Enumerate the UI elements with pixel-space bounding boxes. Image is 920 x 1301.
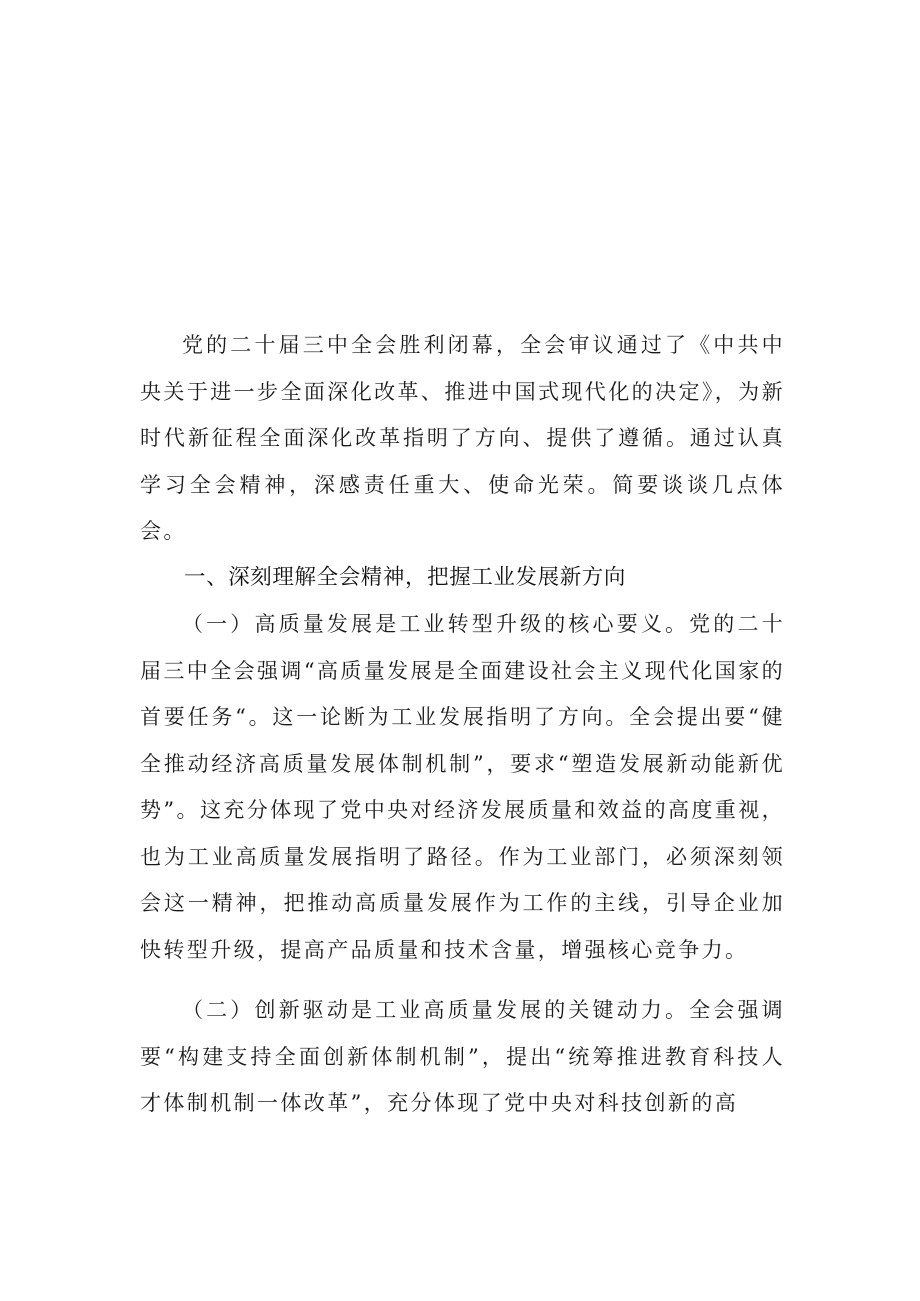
intro-paragraph: 党的二十届三中全会胜利闭幕，全会审议通过了《中共中央关于进一步全面深化改革、推进中国式现代化的决定》，为新时代新征程全面深化改革指明了方向、提供了遵循。通过认真学习全会精神，深感责任重大、使命光荣。简要谈谈几点体会。 [140, 333, 785, 543]
paragraph-spacer [140, 973, 785, 987]
document-body [140, 322, 785, 1127]
paragraph-item-2: （二）创新驱动是工业高质量发展的关键动力。全会强调要“构建支持全面创新体制机制”，提出“统筹推进教育科技人才体制机制一体改革”，充分体现了党中央对科技创新的高 [140, 998, 785, 1115]
paragraph-item-1: （一）高质量发展是工业转型升级的核心要义。党的二十届三中全会强调“高质量发展是全面建设社会主义现代化国家的首要任务“。这一论断为工业发展指明了方向。全会提出要“健全推动经济高质量发展体制机制”，要求“塑造发展新动能新优势”。这充分体现了党中央对经济发展质量和效益的高度重视，也为工业高质量发展指明了路径。作为工业部门，必须深刻领会这一精神，把推动高质量发展作为工作的主线，引导企业加快转型升级，提高产品质量和技术含量，增强核心竞争力。 [140, 612, 785, 962]
section-heading: 一、深刻理解全会精神，把握工业发展新方向 [184, 564, 627, 590]
